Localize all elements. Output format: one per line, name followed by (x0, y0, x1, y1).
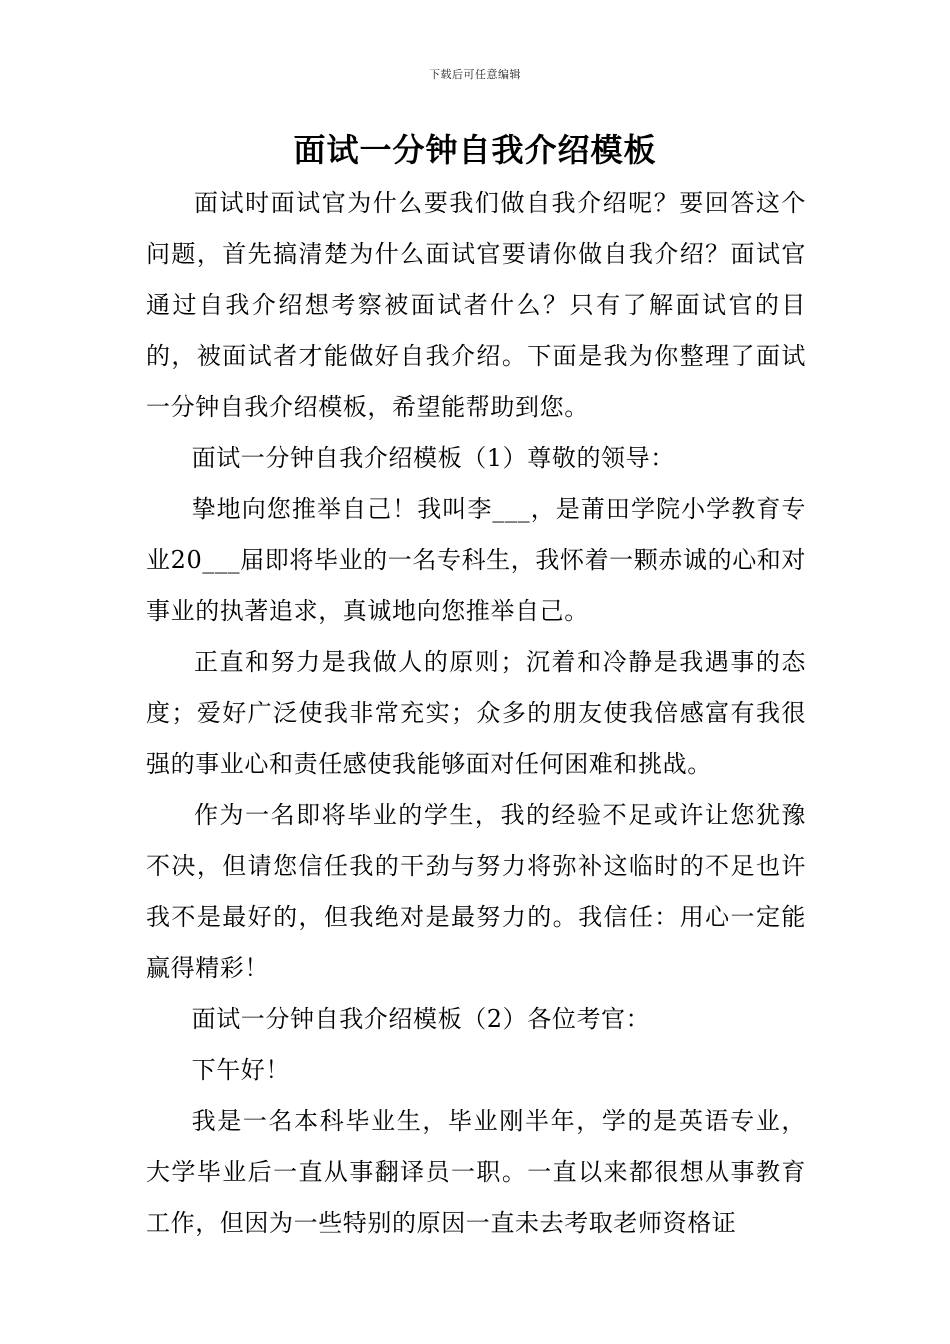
paragraph-intro: 面试时面试官为什么要我们做自我介绍呢？要回答这个问题，首先搞清楚为什么面试官要请你做自我介绍？面试官通过自我介绍想考察被面试者什么？只有了解面试官的目的，被面试者才能做好自我介绍。下面是我为你整理了面试一分钟自我介绍模板，希望能帮助到您。 (146, 189, 806, 421)
paragraph-template-2-heading: 面试一分钟自我介绍模板（2）各位考官： (191, 1005, 651, 1033)
paragraph-self-intro: 我是一名本科毕业生，毕业刚半年，学的是英语专业，大学毕业后一直从事翻译员一职。一直以来都很想从事教育工作，但因为一些特别的原因一直未去考取老师资格证 (146, 1107, 806, 1237)
paragraph-template-1-heading: 面试一分钟自我介绍模板（1）尊敬的领导： (191, 444, 675, 472)
paragraph-greeting: 下午好！ (191, 1056, 290, 1084)
document-body (146, 178, 806, 1249)
paragraph-template-1-body: 挚地向您推举自己！我叫李___，是莆田学院小学教育专业20___届即将毕业的一名专科生，我怀着一颗赤诚的心和对事业的执著追求，真诚地向您推举自己。 (146, 495, 806, 625)
document-title: 面试一分钟自我介绍模板 (293, 131, 657, 169)
paragraph-graduate: 作为一名即将毕业的学生，我的经验不足或许让您犹豫不决，但请您信任我的干劲与努力将弥补这临时的不足也许我不是最好的，但我绝对是最努力的。我信任：用心一定能赢得精彩！ (146, 801, 806, 982)
header-note: 下载后可任意编辑 (429, 68, 521, 81)
paragraph-principles: 正直和努力是我做人的原则；沉着和冷静是我遇事的态度；爱好广泛使我非常充实；众多的朋友使我倍感富有我很强的事业心和责任感使我能够面对任何困难和挑战。 (146, 648, 806, 778)
